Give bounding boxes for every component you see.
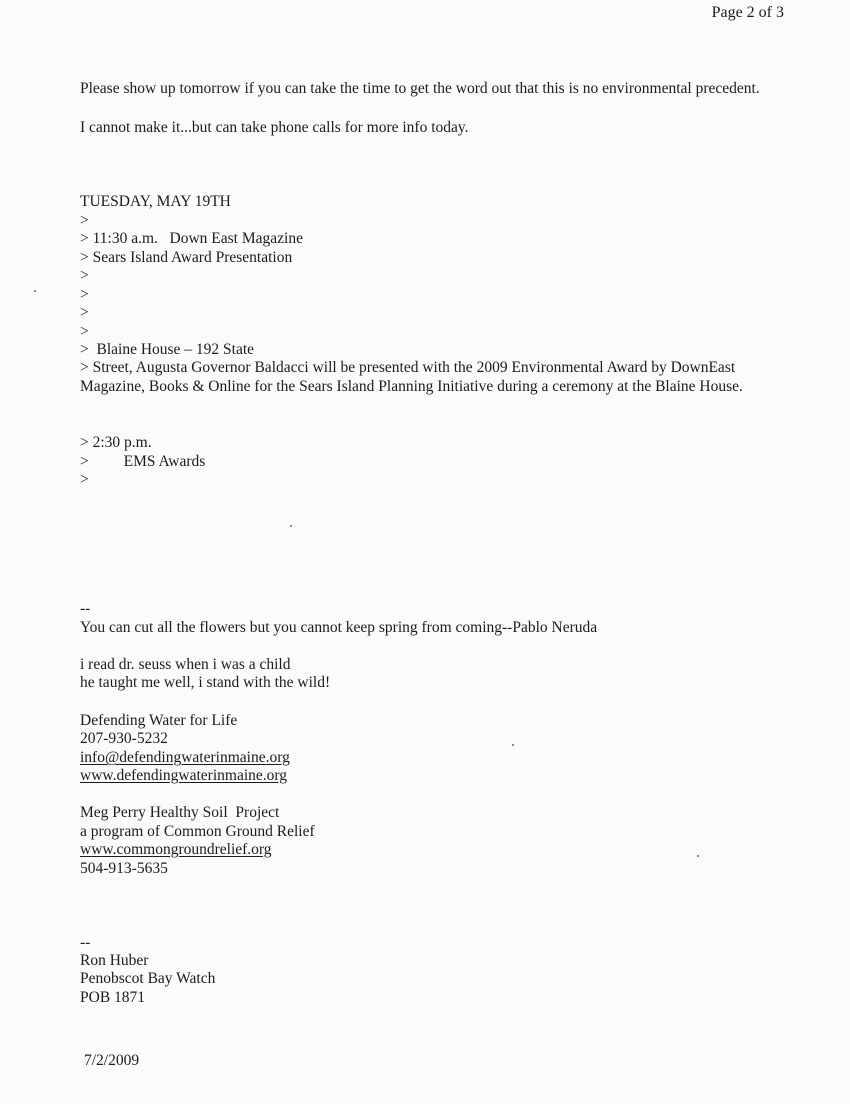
schedule-date: TUESDAY, MAY 19TH bbox=[80, 193, 231, 210]
schedule-line: > bbox=[80, 267, 89, 284]
org1-email[interactable] bbox=[80, 749, 290, 768]
signature-address: POB 1871 bbox=[80, 989, 146, 1006]
signature-quote: You can cut all the flowers but you cannot keep spring from coming--Pablo Neruda bbox=[80, 619, 598, 636]
intro-note: I cannot make it...but can take phone calls for more info today. bbox=[80, 119, 469, 136]
signature-name: Ron Huber bbox=[80, 952, 149, 969]
schedule-line: > Blaine House – 192 State bbox=[80, 341, 255, 358]
scan-speck bbox=[697, 855, 699, 857]
poem-line: i read dr. seuss when i was a child bbox=[80, 656, 291, 673]
scan-speck bbox=[290, 525, 292, 527]
footer-date: 7/2/2009 bbox=[84, 1052, 140, 1069]
intro-paragraph: Please show up tomorrow if you can take the time to get the word out that this is no environmental precedent. bbox=[80, 80, 760, 97]
signature-separator: -- bbox=[80, 934, 91, 951]
org2-website-link[interactable]: www.commongroundrelief.org bbox=[80, 841, 272, 858]
signature-separator: -- bbox=[80, 600, 91, 617]
org2-subtitle: a program of Common Ground Relief bbox=[80, 823, 315, 840]
signature-org: Penobscot Bay Watch bbox=[80, 970, 216, 987]
schedule-line: > EMS Awards bbox=[80, 453, 206, 470]
schedule-line: > bbox=[80, 304, 89, 321]
org2-phone: 504-913-5635 bbox=[80, 860, 168, 877]
schedule-line: > bbox=[80, 286, 89, 303]
page-number: Page 2 of 3 bbox=[711, 4, 784, 21]
org1-email-link[interactable]: info@defendingwaterinmaine.org bbox=[80, 749, 290, 766]
scan-speck bbox=[34, 290, 36, 292]
org1-phone: 207-930-5232 bbox=[80, 730, 168, 747]
org1-website[interactable] bbox=[80, 767, 287, 786]
org2-name: Meg Perry Healthy Soil Project bbox=[80, 804, 280, 821]
poem-line: he taught me well, i stand with the wild! bbox=[80, 674, 331, 691]
org2-website[interactable] bbox=[80, 841, 272, 860]
event-paragraph: > Street, Augusta Governor Baldacci will be presented with the 2009 Environmental Award by DownEast Magazine, Books & Online for the Sears Island Planning Initiative during a ceremony at the Blaine House. bbox=[80, 359, 743, 395]
schedule-line: > 2:30 p.m. bbox=[80, 434, 152, 451]
schedule-line: > 11:30 a.m. Down East Magazine bbox=[80, 230, 303, 247]
schedule-line: > bbox=[80, 212, 89, 229]
schedule-line: > bbox=[80, 323, 89, 340]
org1-website-link[interactable]: www.defendingwaterinmaine.org bbox=[80, 767, 288, 784]
org1-name: Defending Water for Life bbox=[80, 712, 238, 729]
schedule-line: > Sears Island Award Presentation bbox=[80, 249, 293, 266]
schedule-line: > bbox=[80, 471, 89, 488]
scan-speck bbox=[512, 744, 514, 746]
